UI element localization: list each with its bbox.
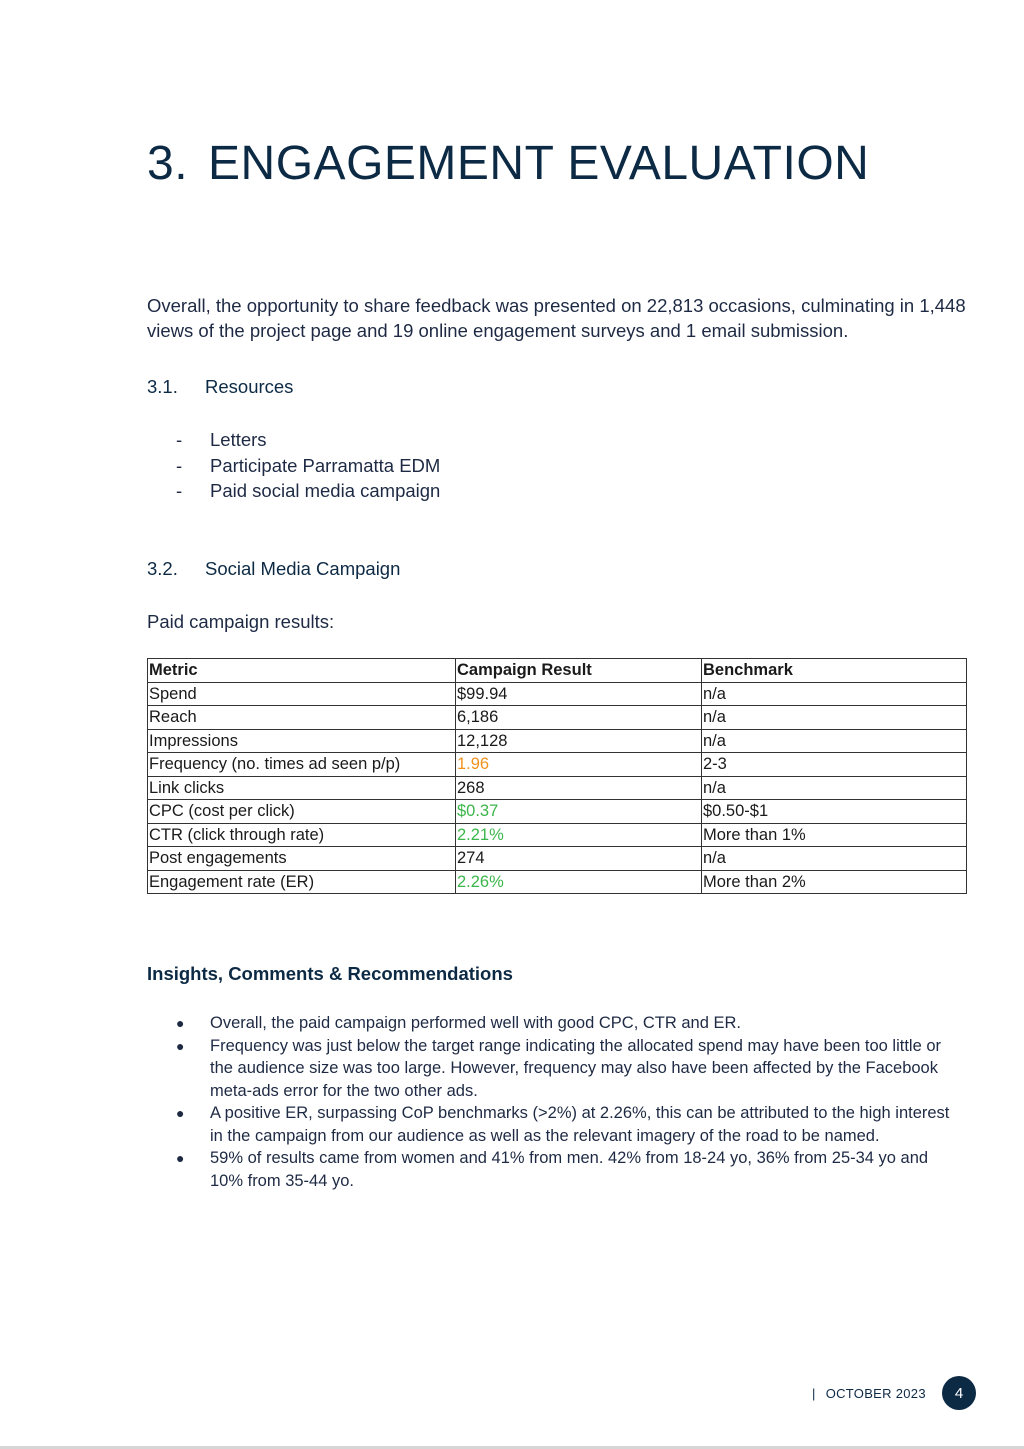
benchmark-cell: n/a bbox=[702, 729, 967, 753]
page-number-badge: 4 bbox=[942, 1376, 976, 1410]
bullet-icon: ● bbox=[176, 1015, 185, 1031]
benchmark-cell: More than 2% bbox=[702, 870, 967, 894]
result-cell: 2.21% bbox=[456, 823, 702, 847]
result-cell: $99.94 bbox=[456, 682, 702, 706]
page-footer bbox=[812, 1376, 926, 1410]
result-cell: 268 bbox=[456, 776, 702, 800]
column-header-metric: Metric bbox=[148, 659, 456, 683]
insights-heading: Insights, Comments & Recommendations bbox=[147, 963, 513, 984]
metric-cell: Engagement rate (ER) bbox=[148, 870, 456, 894]
insights-list bbox=[176, 1012, 961, 1192]
list-item-text: 59% of results came from women and 41% from men. 42% from 18-24 yo, 36% from 25-34 yo and 10% from 35-44 yo. bbox=[210, 1149, 929, 1190]
list-item-text: Letters bbox=[210, 429, 267, 450]
resources-heading bbox=[147, 376, 293, 398]
campaign-results-table bbox=[147, 658, 967, 894]
list-item bbox=[176, 1035, 961, 1103]
bullet-icon: ● bbox=[176, 1150, 185, 1166]
resources-list bbox=[176, 427, 440, 504]
list-item bbox=[176, 453, 440, 479]
resources-heading-text: Resources bbox=[205, 376, 294, 397]
benchmark-cell: n/a bbox=[702, 682, 967, 706]
benchmark-cell: n/a bbox=[702, 706, 967, 730]
table-row bbox=[148, 776, 967, 800]
table-row bbox=[148, 847, 967, 871]
metric-cell: Link clicks bbox=[148, 776, 456, 800]
benchmark-cell: More than 1% bbox=[702, 823, 967, 847]
list-item bbox=[176, 478, 440, 504]
section-title-text: ENGAGEMENT EVALUATION bbox=[208, 137, 870, 190]
table-header-row bbox=[148, 659, 967, 683]
table-row bbox=[148, 706, 967, 730]
metric-cell: CTR (click through rate) bbox=[148, 823, 456, 847]
result-cell: $0.37 bbox=[456, 800, 702, 824]
benchmark-cell: n/a bbox=[702, 847, 967, 871]
result-cell: 2.26% bbox=[456, 870, 702, 894]
metric-cell: Spend bbox=[148, 682, 456, 706]
social-media-number: 3.2. bbox=[147, 558, 178, 579]
table-row bbox=[148, 682, 967, 706]
footer-date: OCTOBER 2023 bbox=[825, 1385, 926, 1401]
benchmark-cell: $0.50-$1 bbox=[702, 800, 967, 824]
table-row bbox=[148, 729, 967, 753]
table-row bbox=[148, 753, 967, 777]
table-row bbox=[148, 800, 967, 824]
list-item-text: A positive ER, surpassing CoP benchmarks (>2%) at 2.26%, this can be attributed to the high interest in the campaign from our audience as well as the relevant imagery of the road to be named. bbox=[210, 1104, 950, 1145]
footer-separator: | bbox=[812, 1385, 816, 1401]
metric-cell: CPC (cost per click) bbox=[148, 800, 456, 824]
result-cell: 274 bbox=[456, 847, 702, 871]
benchmark-cell: 2-3 bbox=[702, 753, 967, 777]
list-item-text: Frequency was just below the target range indicating the allocated spend may have been too little or the audience size was too large. However, frequency may also have been affected by the Facebook meta-ads error for the two other ads. bbox=[210, 1036, 942, 1100]
section-number: 3. bbox=[147, 137, 189, 190]
intro-paragraph: Overall, the opportunity to share feedback was presented on 22,813 occasions, culminating in 1,448 views of the project page and 19 online engagement surveys and 1 email submission. bbox=[147, 295, 966, 341]
metric-cell: Impressions bbox=[148, 729, 456, 753]
table-row bbox=[148, 870, 967, 894]
dash-marker: - bbox=[176, 429, 183, 450]
metric-cell: Post engagements bbox=[148, 847, 456, 871]
list-item bbox=[176, 1147, 961, 1192]
table-row bbox=[148, 823, 967, 847]
column-header-benchmark: Benchmark bbox=[702, 659, 967, 683]
list-item bbox=[176, 1102, 961, 1147]
result-cell: 1.96 bbox=[456, 753, 702, 777]
list-item-text: Participate Parramatta EDM bbox=[210, 454, 441, 476]
list-item bbox=[176, 1012, 961, 1035]
dash-marker: - bbox=[176, 480, 183, 501]
paid-campaign-intro: Paid campaign results: bbox=[147, 611, 335, 632]
bullet-icon: ● bbox=[176, 1037, 185, 1054]
social-media-heading-text: Social Media Campaign bbox=[205, 558, 401, 579]
result-cell: 12,128 bbox=[456, 729, 702, 753]
list-item-text: Overall, the paid campaign performed well with good CPC, CTR and ER. bbox=[210, 1014, 741, 1032]
resources-number: 3.1. bbox=[147, 376, 178, 397]
result-cell: 6,186 bbox=[456, 706, 702, 730]
page-title bbox=[147, 136, 869, 191]
metric-cell: Reach bbox=[148, 706, 456, 730]
benchmark-cell: n/a bbox=[702, 776, 967, 800]
metric-cell: Frequency (no. times ad seen p/p) bbox=[148, 753, 456, 777]
bullet-icon: ● bbox=[176, 1105, 185, 1121]
list-item-text: Paid social media campaign bbox=[210, 480, 441, 501]
list-item bbox=[176, 427, 440, 453]
dash-marker: - bbox=[176, 454, 183, 476]
column-header-result: Campaign Result bbox=[456, 659, 702, 683]
social-media-heading bbox=[147, 558, 400, 580]
